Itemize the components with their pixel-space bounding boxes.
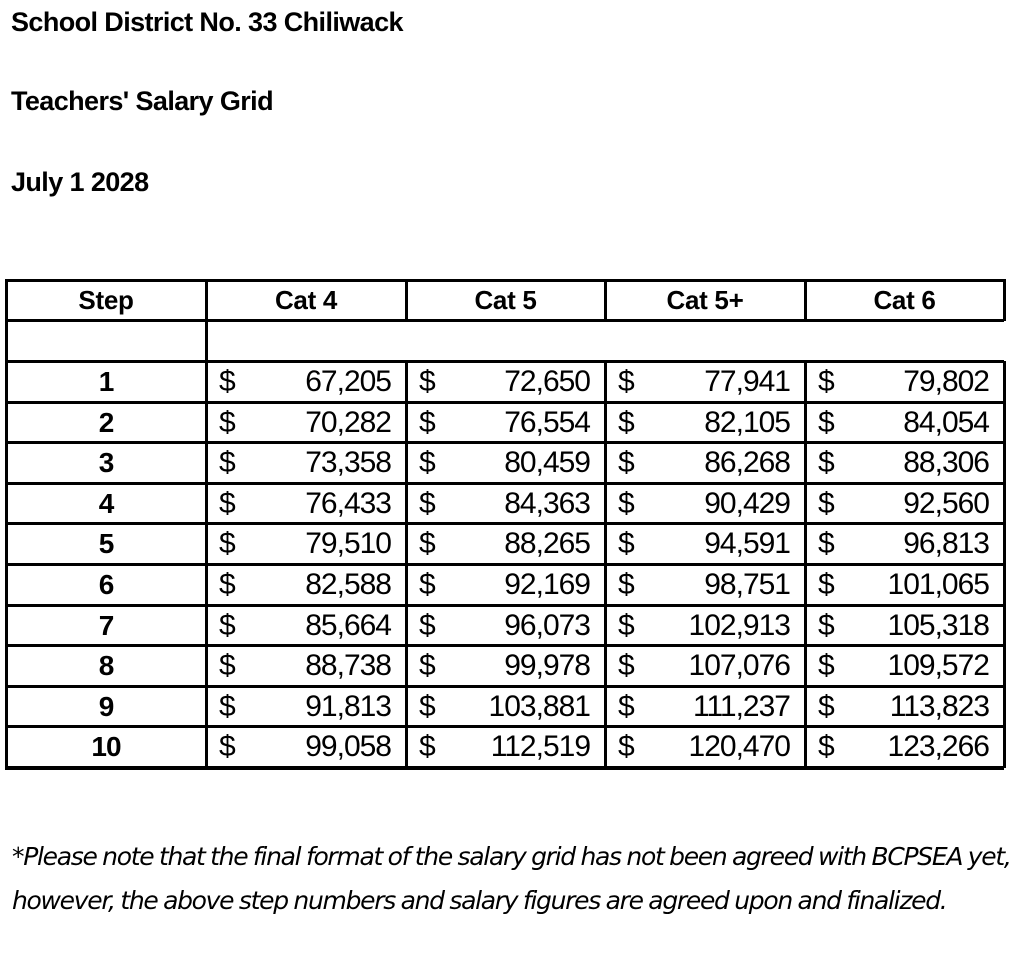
currency-symbol: $ — [618, 649, 634, 683]
currency-symbol: $ — [419, 608, 435, 642]
column-header-step: Step — [78, 285, 134, 315]
salary-amount: 111,237 — [693, 689, 790, 723]
row-column-border — [205, 564, 208, 606]
row-column-border — [604, 605, 607, 647]
salary-amount: 107,076 — [688, 649, 790, 683]
currency-symbol: $ — [219, 527, 235, 561]
row-column-border — [205, 686, 208, 728]
salary-amount: 94,591 — [704, 527, 790, 561]
salary-amount: 77,941 — [704, 365, 790, 398]
row-column-border — [205, 523, 208, 565]
currency-symbol: $ — [818, 446, 834, 480]
row-column-border — [604, 523, 607, 565]
currency-symbol: $ — [618, 568, 634, 601]
currency-symbol: $ — [419, 405, 435, 439]
salary-grid-table — [5, 279, 1004, 768]
row-column-border — [205, 402, 208, 444]
currency-symbol: $ — [419, 689, 435, 723]
salary-amount: 120,470 — [688, 730, 790, 764]
row-column-border — [804, 686, 807, 728]
salary-amount: 86,268 — [704, 446, 790, 480]
salary-amount: 76,433 — [305, 486, 391, 520]
blank-row-left-border — [5, 320, 8, 362]
row-column-border — [804, 442, 807, 484]
row-column-border — [804, 402, 807, 444]
salary-amount: 109,572 — [887, 649, 989, 683]
row-column-border — [405, 483, 408, 525]
step-number: 4 — [98, 487, 114, 519]
currency-symbol: $ — [618, 405, 634, 439]
row-column-border — [604, 564, 607, 606]
row-column-border — [604, 442, 607, 484]
row-column-border — [604, 402, 607, 444]
currency-symbol: $ — [419, 649, 435, 683]
currency-symbol: $ — [618, 689, 634, 723]
salary-amount: 123,266 — [887, 730, 989, 764]
salary-amount: 72,650 — [504, 365, 590, 398]
step-number: 8 — [98, 650, 114, 682]
currency-symbol: $ — [818, 730, 834, 764]
currency-symbol: $ — [419, 730, 435, 764]
row-column-border — [604, 726, 607, 768]
salary-amount: 84,363 — [504, 486, 590, 520]
salary-amount: 88,738 — [305, 649, 391, 683]
currency-symbol: $ — [219, 486, 235, 520]
row-column-border — [1003, 686, 1006, 728]
currency-symbol: $ — [818, 649, 834, 683]
row-column-border — [205, 726, 208, 768]
footnote: *Please note that the final format of the salary grid has not been agreed with BCPSEA yet, however, the above step numbers and salary figures are agreed upon and finalized. — [12, 842, 1011, 915]
step-number: 7 — [98, 609, 114, 641]
row-column-border — [1003, 402, 1006, 444]
currency-symbol: $ — [618, 446, 634, 480]
row-column-border — [604, 483, 607, 525]
district-name: School District No. 33 Chiliwack — [11, 7, 403, 37]
step-number: 9 — [98, 690, 114, 722]
blank-row-divider — [205, 320, 208, 362]
row-column-border — [205, 483, 208, 525]
column-header-cat-5: Cat 5 — [474, 285, 537, 315]
salary-amount: 92,169 — [504, 568, 590, 601]
row-column-border — [1003, 442, 1006, 484]
currency-symbol: $ — [618, 730, 634, 764]
currency-symbol: $ — [219, 649, 235, 683]
salary-amount: 80,459 — [504, 446, 590, 480]
row-column-border — [405, 645, 408, 687]
salary-amount: 79,510 — [305, 527, 391, 561]
currency-symbol: $ — [818, 689, 834, 723]
salary-amount: 99,058 — [305, 730, 391, 764]
row-column-border — [205, 645, 208, 687]
salary-amount: 91,813 — [305, 689, 391, 723]
effective-date: July 1 2028 — [11, 167, 149, 197]
currency-symbol: $ — [818, 568, 834, 601]
row-column-border — [405, 361, 408, 403]
row-column-border — [205, 442, 208, 484]
step-number: 1 — [98, 366, 114, 397]
step-number: 10 — [91, 731, 121, 763]
currency-symbol: $ — [219, 730, 235, 764]
row-column-border — [1003, 564, 1006, 606]
currency-symbol: $ — [618, 608, 634, 642]
row-column-border — [804, 605, 807, 647]
row-column-border — [1003, 645, 1006, 687]
salary-amount: 82,105 — [704, 405, 790, 439]
currency-symbol: $ — [818, 365, 834, 398]
salary-amount: 99,978 — [504, 649, 590, 683]
salary-amount: 112,519 — [490, 730, 590, 764]
salary-amount: 102,913 — [688, 608, 790, 642]
row-column-border — [804, 523, 807, 565]
column-header-cat-4: Cat 4 — [274, 285, 338, 315]
currency-symbol: $ — [419, 365, 435, 398]
step-number: 2 — [98, 406, 114, 438]
salary-amount: 85,664 — [305, 608, 391, 642]
header-column-border — [1003, 279, 1006, 321]
document-title: Teachers' Salary Grid — [11, 86, 273, 116]
salary-amount: 105,318 — [887, 608, 989, 642]
row-column-border — [205, 361, 208, 403]
currency-symbol: $ — [618, 527, 634, 561]
salary-amount: 101,065 — [887, 568, 989, 601]
salary-amount: 96,073 — [504, 608, 590, 642]
salary-amount: 88,265 — [504, 527, 590, 561]
row-column-border — [1003, 483, 1006, 525]
row-column-border — [804, 564, 807, 606]
salary-amount: 82,588 — [305, 568, 391, 601]
row-column-border — [405, 686, 408, 728]
column-header-cat-6: Cat 6 — [873, 285, 936, 315]
header-bottom-border — [5, 319, 1004, 322]
currency-symbol: $ — [618, 486, 634, 520]
salary-amount: 103,881 — [488, 689, 590, 723]
row-column-border — [604, 361, 607, 403]
currency-symbol: $ — [818, 405, 834, 439]
currency-symbol: $ — [618, 365, 634, 398]
salary-amount: 92,560 — [903, 486, 989, 520]
currency-symbol: $ — [419, 446, 435, 480]
step-number: 6 — [98, 569, 114, 600]
row-column-border — [804, 645, 807, 687]
row-column-border — [205, 605, 208, 647]
salary-amount: 98,751 — [704, 568, 790, 601]
salary-amount: 90,429 — [704, 486, 790, 520]
salary-amount: 70,282 — [305, 405, 391, 439]
salary-amount: 113,823 — [889, 689, 989, 723]
salary-amount: 96,813 — [903, 527, 989, 561]
row-column-border — [604, 645, 607, 687]
salary-amount: 84,054 — [903, 405, 989, 439]
row-column-border — [405, 442, 408, 484]
currency-symbol: $ — [219, 405, 235, 439]
step-number: 5 — [98, 528, 114, 560]
row-column-border — [1003, 726, 1006, 768]
currency-symbol: $ — [818, 608, 834, 642]
currency-symbol: $ — [219, 365, 235, 398]
currency-symbol: $ — [818, 486, 834, 520]
currency-symbol: $ — [818, 527, 834, 561]
row-column-border — [1003, 523, 1006, 565]
currency-symbol: $ — [419, 486, 435, 520]
currency-symbol: $ — [419, 568, 435, 601]
row-column-border — [405, 726, 408, 768]
row-column-border — [405, 402, 408, 444]
row-column-border — [405, 523, 408, 565]
currency-symbol: $ — [219, 446, 235, 480]
row-column-border — [1003, 605, 1006, 647]
salary-amount: 76,554 — [504, 405, 590, 439]
row-column-border — [804, 726, 807, 768]
salary-amount: 79,802 — [903, 365, 989, 398]
salary-amount: 73,358 — [305, 446, 391, 480]
column-header-cat-5-plus: Cat 5+ — [666, 285, 744, 315]
step-number: 3 — [98, 447, 114, 479]
currency-symbol: $ — [419, 527, 435, 561]
row-column-border — [804, 361, 807, 403]
row-column-border — [405, 564, 408, 606]
row-column-border — [1003, 361, 1006, 403]
row-column-border — [405, 605, 408, 647]
salary-amount: 67,205 — [305, 365, 391, 398]
row-column-border — [804, 483, 807, 525]
row-column-border — [604, 686, 607, 728]
currency-symbol: $ — [219, 608, 235, 642]
salary-amount: 88,306 — [903, 446, 989, 480]
currency-symbol: $ — [219, 568, 235, 601]
currency-symbol: $ — [219, 689, 235, 723]
